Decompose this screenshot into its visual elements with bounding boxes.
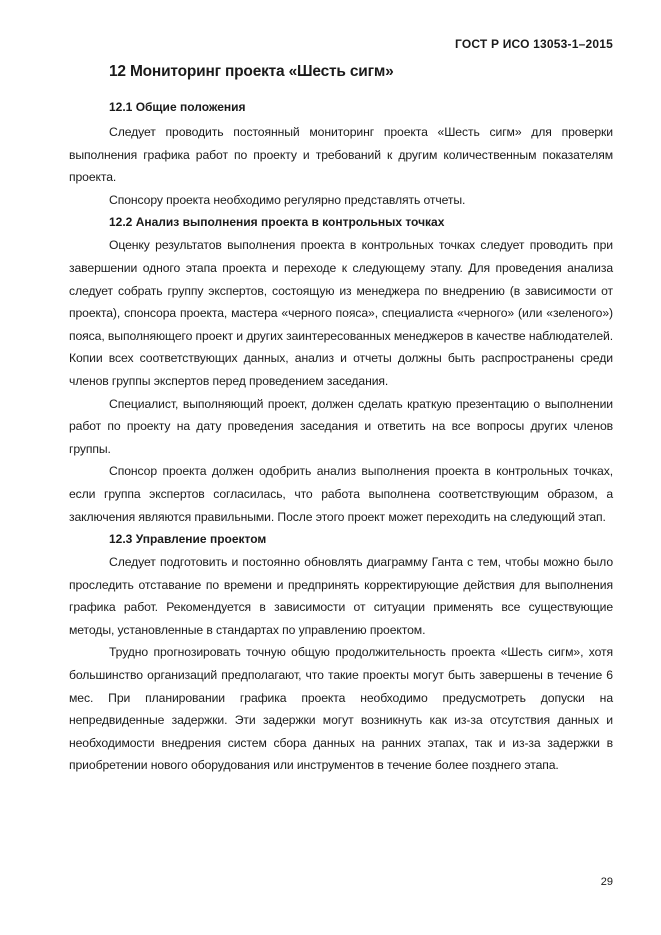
subsection-12-3 <box>69 530 613 777</box>
subsection-12-1 <box>69 98 613 211</box>
paragraph: Специалист, выполняющий проект, должен сделать краткую презентацию о выполнении работ по проекту на дату проведения заседания и ответить на все вопросы других членов группы. <box>69 396 613 456</box>
paragraph: Оценку результатов выполнения проекта в контрольных точках следует проводить при завершении одного этапа проекта и переходе к следующему этапу. Для проведения анализа следует собрать группу экспертов, состоящую из менеджера по внедрению (в зависимости от проекта), спонсора проекта, мастера «черного пояса», специалиста «черного» (или «зеленого») пояса, выполняющего проект и других заинтересованных менеджеров в качестве наблюдателей. Копии всех соответствующих данных, анализ и отчеты должны быть распространены среди членов группы экспертов перед проведением заседания. <box>69 238 613 388</box>
page-number: 29 <box>600 876 613 888</box>
page-header: ГОСТ Р ИСО 13053-1–2015 <box>454 37 613 51</box>
subsection-title: 12.1 Общие положения <box>109 100 246 114</box>
paragraph: Трудно прогнозировать точную общую продолжительность проекта «Шесть сигм», хотя большинство организаций предполагают, что такие проекты могут быть завершены в течение 6 мес. При планировании графика проекта необходимо предусмотреть допуски на непредвиденные задержки. Эти задержки могут возникнуть как из-за отсутствия данных и необходимости внедрения систем сбора данных на ранних этапах, так и из-за задержки в приобретении нового оборудования или инструментов в течение более позднего этапа. <box>69 645 613 773</box>
paragraph: Следует проводить постоянный мониторинг проекта «Шесть сигм» для проверки выполнения графика работ по проекту и требований к другим количественным показателям проекта. <box>69 125 613 185</box>
subsection-title: 12.3 Управление проектом <box>109 532 267 547</box>
subsection-12-2 <box>69 213 613 528</box>
document-body <box>69 62 613 777</box>
paragraph: Спонсору проекта необходимо регулярно представлять отчеты. <box>109 192 466 207</box>
section-title: 12 Мониторинг проекта «Шесть сигм» <box>109 63 394 80</box>
paragraph: Спонсор проекта должен одобрить анализ выполнения проекта в контрольных точках, если группа экспертов согласилась, что работа выполнена соответствующим образом, а заключения являются правильными. После этого проект может переходить на следующий этап. <box>69 464 613 524</box>
paragraph: Следует подготовить и постоянно обновлять диаграмму Ганта с тем, чтобы можно было проследить отставание по времени и предпринять корректирующие действия для выполнения графика работ. Рекомендуется в зависимости от ситуации применять все существующие методы, установленные в стандартах по управлению проектом. <box>69 555 613 637</box>
subsection-title: 12.2 Анализ выполнения проекта в контрольных точках <box>109 215 445 230</box>
